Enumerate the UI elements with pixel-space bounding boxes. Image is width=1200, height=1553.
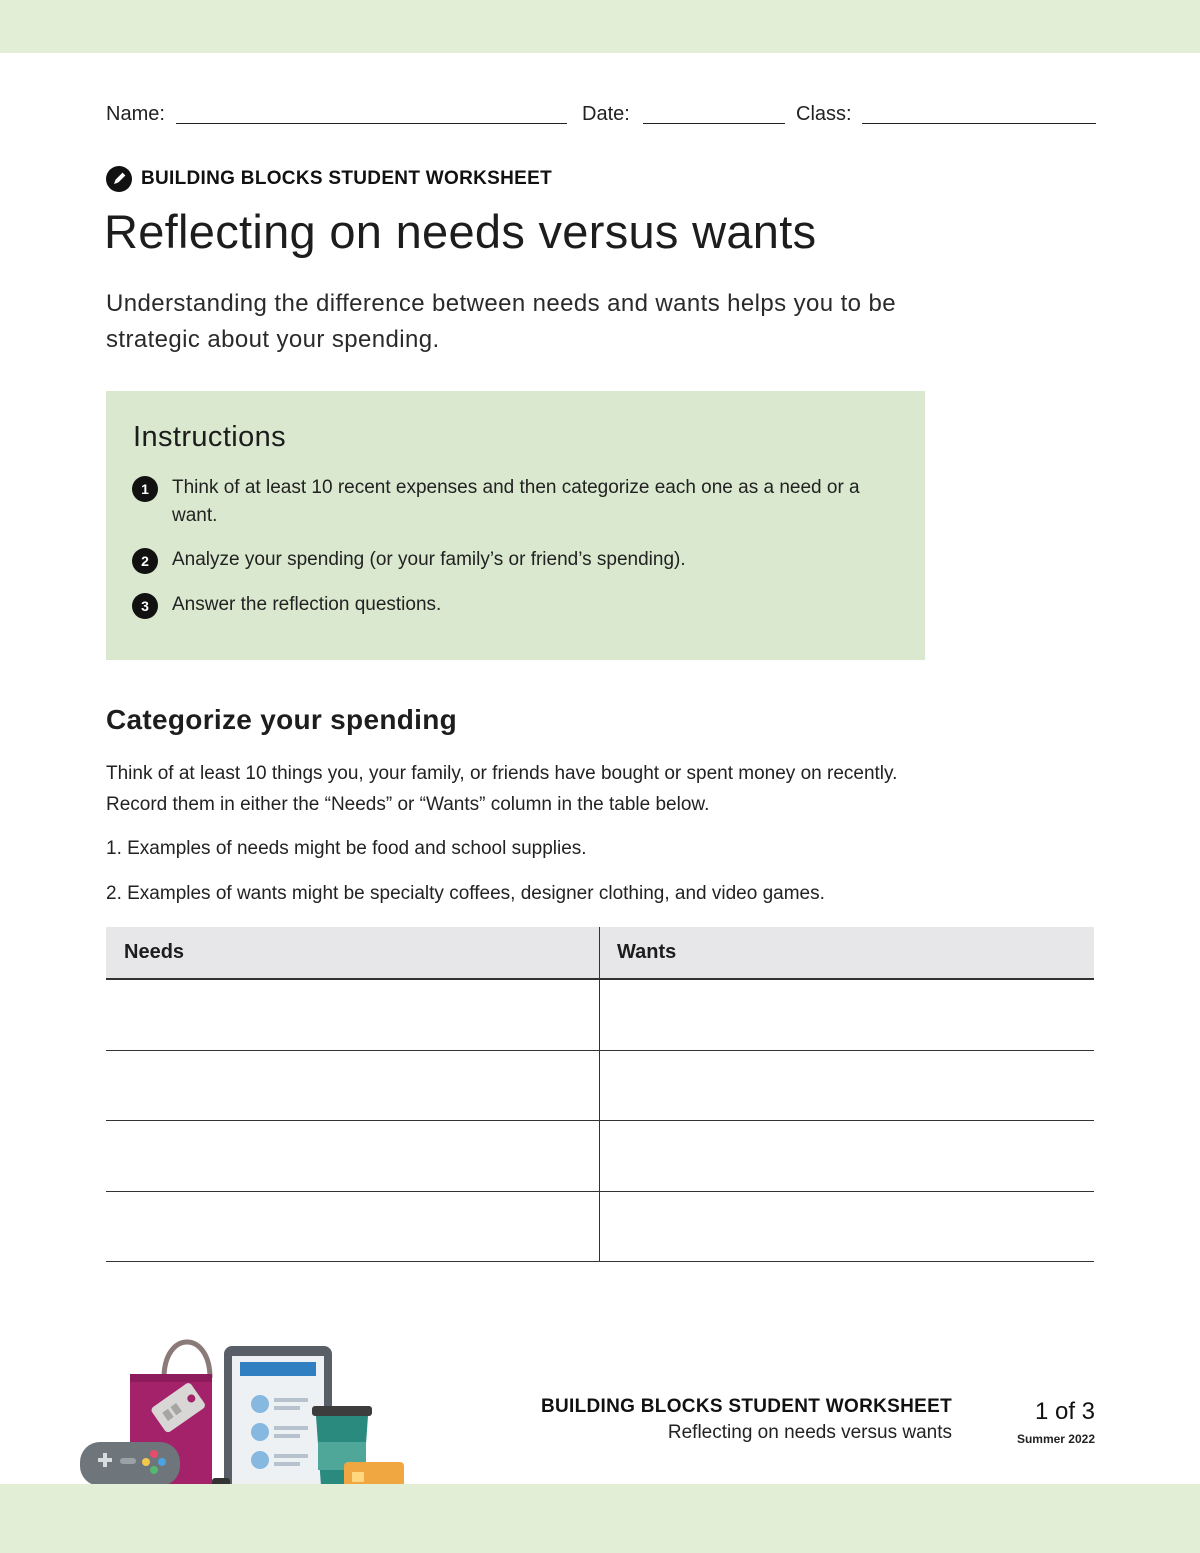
- step-number-badge: 2: [132, 548, 158, 574]
- step-text: Answer the reflection questions.: [172, 594, 442, 615]
- bottom-color-band: [0, 1484, 1200, 1553]
- eyebrow-text: BUILDING BLOCKS STUDENT WORKSHEET: [141, 168, 553, 189]
- tablet-icon: [224, 1346, 332, 1502]
- date-field[interactable]: [643, 123, 785, 124]
- table-header: [106, 927, 1094, 980]
- step-text: Think of at least 10 recent expenses and then categorize each one as a need or a want.: [172, 477, 860, 526]
- page-info: [1010, 1398, 1095, 1446]
- wants-column-header: Wants: [617, 941, 677, 963]
- needs-column-header: Needs: [124, 941, 185, 963]
- header-fields: [106, 100, 1096, 130]
- table-row-line: [106, 1191, 1094, 1192]
- example-item: 1. Examples of needs might be food and school supplies.: [106, 838, 587, 859]
- column-divider: [599, 927, 600, 1262]
- categorize-heading: Categorize your spending: [106, 704, 458, 735]
- name-field[interactable]: [176, 123, 567, 124]
- categorize-description: Think of at least 10 things you, your family, or friends have bought or spent money on recently. Record them in either the “Needs” or “Wants” column in the table below.: [106, 763, 898, 815]
- class-label: Class:: [796, 103, 852, 125]
- class-field[interactable]: [862, 123, 1096, 124]
- step-text: Analyze your spending (or your family’s or friend’s spending).: [172, 549, 686, 570]
- footer: [541, 1396, 952, 1444]
- instructions-box: [106, 391, 925, 660]
- top-color-band: [0, 0, 1200, 53]
- step-number-badge: 1: [132, 476, 158, 502]
- worksheet-eyebrow: [106, 166, 552, 192]
- table-row-line: [106, 1261, 1094, 1262]
- footer-title: BUILDING BLOCKS STUDENT WORKSHEET: [540, 1396, 952, 1417]
- step-number-badge: 3: [132, 593, 158, 619]
- edition-date: Summer 2022: [1016, 1432, 1095, 1446]
- table-row-line: [106, 1120, 1094, 1121]
- page-title: Reflecting on needs versus wants: [104, 205, 817, 258]
- table-row-line: [106, 1050, 1094, 1051]
- intro-text: Understanding the difference between needs and wants helps you to be strategic about your spending.: [106, 290, 896, 353]
- pencil-icon: [106, 166, 132, 192]
- needs-wants-table: [106, 927, 1094, 1264]
- shopping-items-illustration: [68, 1330, 418, 1506]
- instructions-heading: Instructions: [133, 421, 287, 453]
- example-item: 2. Examples of wants might be specialty coffees, designer clothing, and video games.: [106, 883, 825, 904]
- name-label: Name:: [106, 103, 165, 125]
- footer-subtitle: Reflecting on needs versus wants: [667, 1422, 952, 1443]
- page-number: 1 of 3: [1034, 1398, 1095, 1425]
- date-label: Date:: [582, 103, 630, 125]
